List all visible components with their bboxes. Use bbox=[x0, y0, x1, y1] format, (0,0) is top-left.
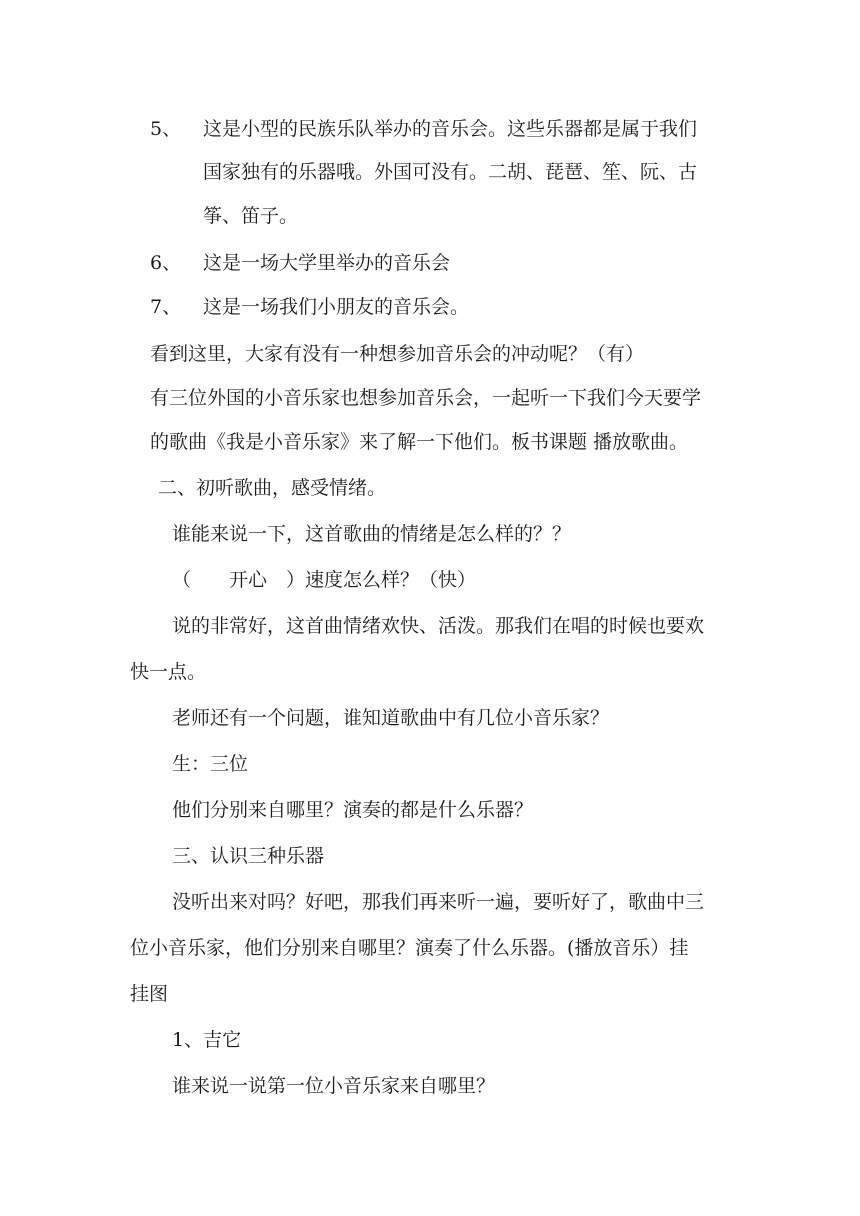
list-number-6: 6、 bbox=[150, 252, 182, 274]
list-item-5-line-3: 筝、笛子。 bbox=[203, 205, 299, 227]
section-heading-2: 二、初听歌曲，感受情绪。 bbox=[158, 477, 387, 499]
section-heading-3: 三、认识三种乐器 bbox=[172, 845, 325, 867]
paragraph-question-1: 看到这里，大家有没有一种想参加音乐会的冲动呢？（有） bbox=[150, 343, 645, 365]
paragraph-intro-line-1: 有三位外国的小音乐家也想参加音乐会，一起听一下我们今天要学 bbox=[150, 387, 702, 409]
list-item-5-line-1: 这是小型的民族乐队举办的音乐会。这些乐器都是属于我们 bbox=[203, 118, 698, 140]
list-item-5-line-2: 国家独有的乐器哦。外国可没有。二胡、琵琶、笙、阮、古 bbox=[203, 161, 698, 183]
paragraph-listen-line-3: 挂图 bbox=[130, 983, 169, 1005]
paragraph-question-4: 他们分别来自哪里？演奏的都是什么乐器？ bbox=[172, 799, 534, 821]
list-number-7: 7、 bbox=[150, 296, 182, 318]
list-number-5: 5、 bbox=[150, 118, 182, 140]
paragraph-intro-line-2: 的歌曲《我是小音乐家》来了解一下他们。板书课题 播放歌曲。 bbox=[150, 431, 689, 453]
paragraph-listen-line-1: 没听出来对吗？好吧，那我们再来听一遍，要听好了，歌曲中三 bbox=[172, 891, 705, 913]
paragraph-question-2: 谁能来说一下，这首歌曲的情绪是怎么样的？？ bbox=[172, 523, 572, 545]
paragraph-answer-2: 生：三位 bbox=[172, 753, 249, 775]
subsection-heading-guitar: 1、吉它 bbox=[172, 1029, 242, 1051]
paragraph-question-3: 老师还有一个问题，谁知道歌曲中有几位小音乐家？ bbox=[172, 707, 610, 729]
paragraph-comment-line-1: 说的非常好，这首曲情绪欢快、活泼。那我们在唱的时候也要欢 bbox=[172, 615, 705, 637]
paragraph-comment-line-2: 快一点。 bbox=[130, 661, 207, 683]
paragraph-answer-1: （ 开心 ）速度怎么样？（快） bbox=[172, 569, 477, 591]
paragraph-listen-line-2: 位小音乐家，他们分别来自哪里？演奏了什么乐器。(播放音乐）挂 bbox=[130, 937, 689, 959]
list-item-7-line-1: 这是一场我们小朋友的音乐会。 bbox=[203, 296, 470, 318]
paragraph-question-5: 谁来说一说第一位小音乐家来自哪里？ bbox=[172, 1075, 496, 1097]
list-item-6-line-1: 这是一场大学里举办的音乐会 bbox=[203, 252, 451, 274]
